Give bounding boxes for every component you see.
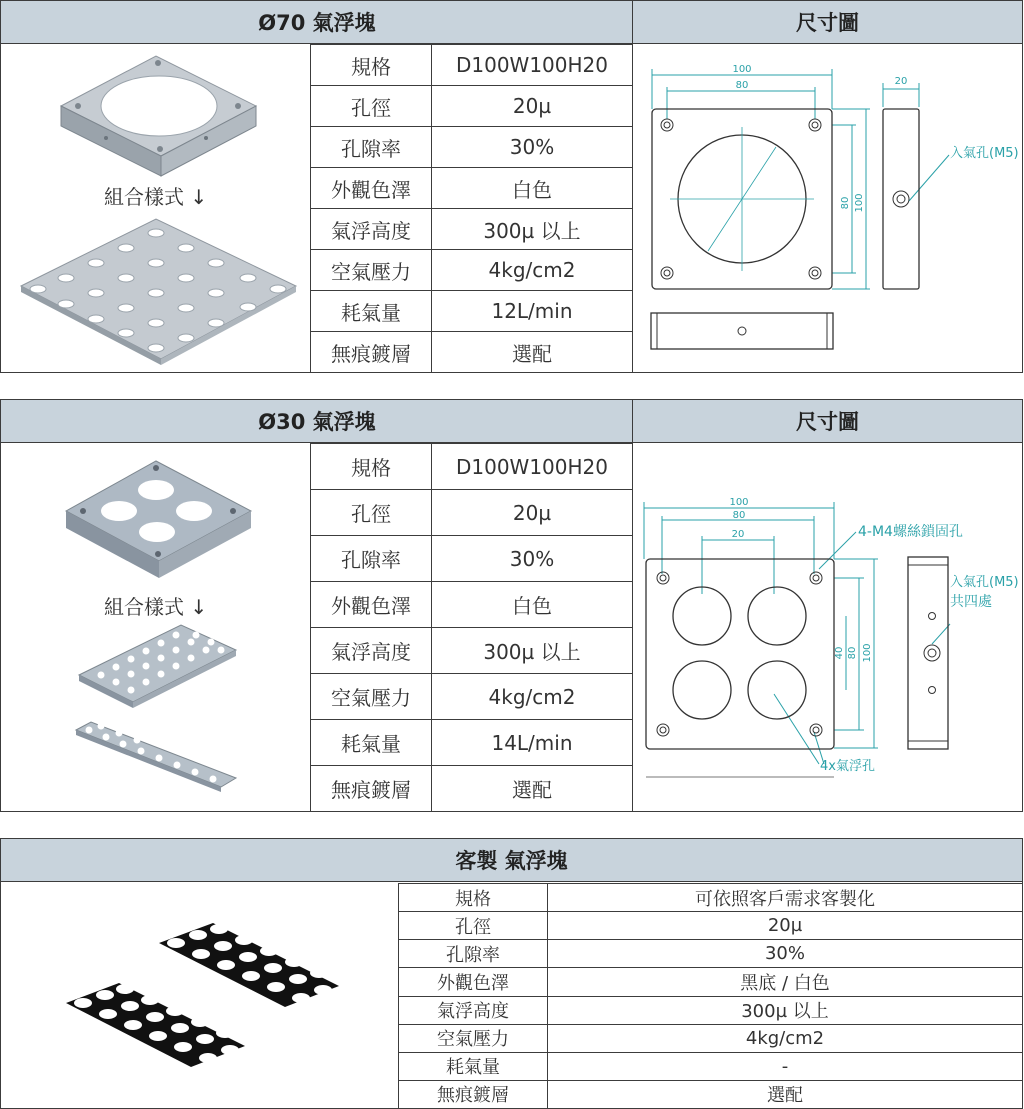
screw-hole-label: 4-M4螺絲鎖固孔: [858, 524, 963, 540]
spec-value: 4kg/cm2: [432, 674, 633, 720]
dim-20: 20: [894, 76, 908, 87]
spec-value: 黑底 / 白色: [548, 968, 1023, 996]
dim-20: 20: [731, 529, 745, 540]
spec-row: [311, 168, 633, 209]
dimension-drawing: [634, 45, 1022, 372]
spec-label: 孔徑: [311, 86, 432, 127]
spec-label: 耗氣量: [311, 291, 432, 332]
spec-value: 白色: [432, 168, 633, 209]
spec-row: [399, 912, 1023, 940]
product-panel-o30: [0, 399, 1023, 812]
spec-row: [311, 45, 633, 86]
spec-value: 選配: [548, 1080, 1023, 1108]
spec-row: [311, 86, 633, 127]
spec-row: [311, 720, 633, 766]
spec-table: [310, 44, 633, 373]
product-panel-o70: [0, 0, 1023, 373]
dim-80: 80: [735, 80, 749, 91]
spec-row: [399, 1024, 1023, 1052]
product-title: Ø70 氣浮塊: [1, 1, 633, 44]
dimension-drawing: [634, 444, 1022, 810]
dim-v40: 40: [834, 646, 845, 660]
spec-row: [399, 940, 1023, 968]
dim-v100: 100: [862, 643, 873, 663]
spec-label: 外觀色澤: [311, 582, 432, 628]
spec-label: 外觀色澤: [399, 968, 548, 996]
dim-100: 100: [729, 497, 749, 508]
spec-row: [311, 628, 633, 674]
spec-value: 30%: [548, 940, 1023, 968]
spec-table: [310, 443, 633, 812]
spec-value: 20µ: [432, 490, 633, 536]
spec-row: [311, 209, 633, 250]
inlet-label: 入氣孔(M5): [950, 575, 1019, 590]
spec-label: 規格: [311, 444, 432, 490]
air-bearing-block-image: [56, 51, 266, 181]
spec-label: 外觀色澤: [311, 168, 432, 209]
spec-row: [311, 127, 633, 168]
dim-80: 80: [732, 510, 746, 521]
inlet-label: 入氣孔(M5): [950, 146, 1019, 161]
product-panel-custom: [0, 838, 1023, 1109]
float-hole-label: 4x氣浮孔: [820, 759, 875, 774]
spec-value: 20µ: [432, 86, 633, 127]
dim-v80: 80: [847, 646, 858, 660]
combination-array-image: [71, 620, 241, 795]
dim-v100: 100: [854, 193, 865, 213]
spec-value: D100W100H20: [432, 444, 633, 490]
combo-caption: 組合樣式 ↓: [104, 185, 208, 209]
spec-label: 孔隙率: [399, 940, 548, 968]
spec-row: [311, 250, 633, 291]
spec-row: [311, 766, 633, 812]
spec-label: 氣浮高度: [399, 996, 548, 1024]
spec-value: 14L/min: [432, 720, 633, 766]
air-bearing-block-image: [61, 456, 256, 581]
spec-label: 孔徑: [311, 490, 432, 536]
spec-label: 空氣壓力: [311, 250, 432, 291]
spec-label: 無痕鍍層: [311, 332, 432, 373]
spec-value: 4kg/cm2: [432, 250, 633, 291]
combination-array-image: [16, 211, 301, 366]
drawing-title: 尺寸圖: [633, 400, 1022, 443]
spec-row: [399, 884, 1023, 912]
spec-value: 12L/min: [432, 291, 633, 332]
spec-label: 空氣壓力: [399, 1024, 548, 1052]
spec-row: [311, 582, 633, 628]
spec-value: 4kg/cm2: [548, 1024, 1023, 1052]
spec-row: [311, 490, 633, 536]
spec-label: 耗氣量: [399, 1052, 548, 1080]
spec-value: 可依照客戶需求客製化: [548, 884, 1023, 912]
spec-row: [399, 1080, 1023, 1108]
spec-label: 耗氣量: [311, 720, 432, 766]
spec-row: [311, 536, 633, 582]
spec-label: 氣浮高度: [311, 209, 432, 250]
combo-caption: 組合樣式 ↓: [104, 595, 208, 619]
inlet-count-label: 共四處: [950, 594, 992, 610]
spec-value: 300µ 以上: [432, 209, 633, 250]
spec-value: 20µ: [548, 912, 1023, 940]
dim-v80: 80: [840, 196, 851, 210]
spec-label: 無痕鍍層: [311, 766, 432, 812]
spec-label: 氣浮高度: [311, 628, 432, 674]
dim-100: 100: [732, 64, 752, 75]
spec-label: 規格: [399, 884, 548, 912]
spec-value: 30%: [432, 536, 633, 582]
spec-label: 孔徑: [399, 912, 548, 940]
spec-value: D100W100H20: [432, 45, 633, 86]
spec-value: 300µ 以上: [432, 628, 633, 674]
spec-value: 白色: [432, 582, 633, 628]
spec-table: [398, 883, 1023, 1109]
spec-value: 300µ 以上: [548, 996, 1023, 1024]
spec-label: 孔隙率: [311, 536, 432, 582]
spec-row: [311, 291, 633, 332]
product-title: Ø30 氣浮塊: [1, 400, 633, 443]
spec-row: [399, 1052, 1023, 1080]
product-title: 客製 氣浮塊: [1, 839, 1022, 882]
spec-value: 選配: [432, 766, 633, 812]
custom-block-image: [61, 921, 346, 1101]
spec-label: 孔隙率: [311, 127, 432, 168]
spec-row: [311, 444, 633, 490]
drawing-title: 尺寸圖: [633, 1, 1022, 44]
spec-row: [311, 674, 633, 720]
spec-value: 選配: [432, 332, 633, 373]
spec-label: 無痕鍍層: [399, 1080, 548, 1108]
spec-value: 30%: [432, 127, 633, 168]
spec-row: [311, 332, 633, 373]
spec-row: [399, 996, 1023, 1024]
spec-row: [399, 968, 1023, 996]
spec-label: 規格: [311, 45, 432, 86]
spec-value: -: [548, 1052, 1023, 1080]
spec-label: 空氣壓力: [311, 674, 432, 720]
